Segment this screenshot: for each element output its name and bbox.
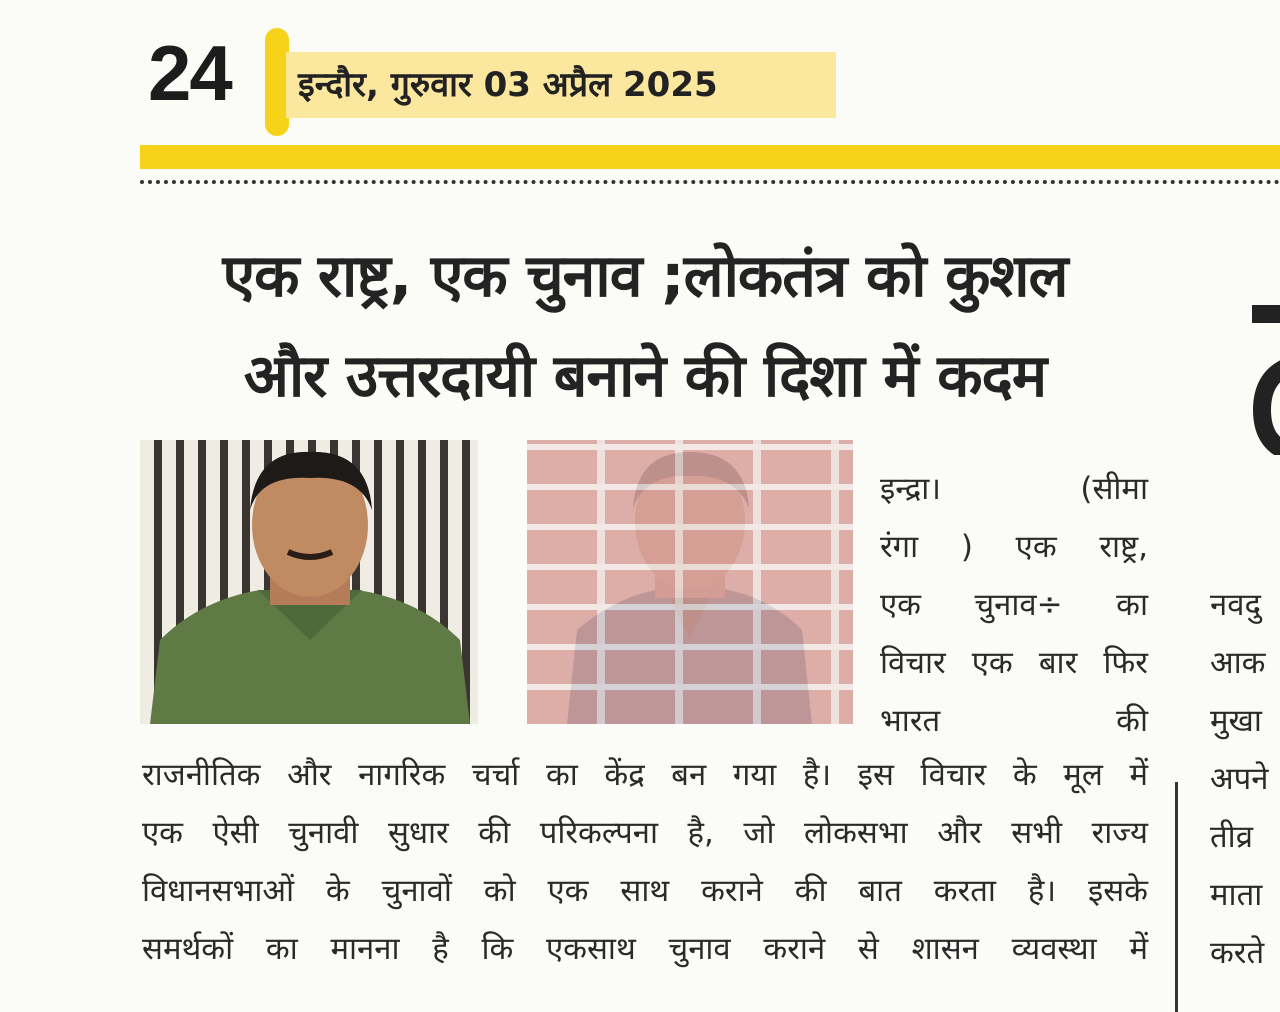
body-line: एक ऐसी चुनावी सुधार की परिकल्पना है, जो लोकसभा और सभी राज्य <box>142 815 1148 851</box>
adjacent-headline-glyph <box>1252 305 1280 455</box>
yellow-header-bar <box>140 145 1280 169</box>
adjacent-line: करते <box>1210 935 1265 971</box>
byline-line: एक चुनाव÷ का <box>880 587 1148 623</box>
byline-line: इन्द्रा। (सीमा <box>880 471 1148 507</box>
dotted-divider <box>140 180 1280 184</box>
adjacent-line: तीव्र <box>1210 819 1253 855</box>
byline-line: रंगा ) एक राष्ट्र, <box>880 529 1148 565</box>
byline-line: विचार एक बार फिर <box>880 645 1148 681</box>
dateline: इन्दौर, गुरुवार 03 अप्रैल 2025 <box>298 65 718 105</box>
article-body <box>142 746 1148 978</box>
body-line: विधानसभाओं के चुनावों को एक साथ कराने की बात करता है। इसके <box>142 873 1148 909</box>
adjacent-line: नवदु <box>1210 587 1261 623</box>
photo-person-green-kurta <box>140 440 478 724</box>
headline-line-2: और उत्तरदायी बनाने की दिशा में कदम <box>243 341 1047 410</box>
byline-column <box>880 460 1148 750</box>
byline-line: भारत की <box>880 703 1148 739</box>
page-number: 24 <box>148 29 231 117</box>
photo-person-blue-jacket <box>527 440 853 724</box>
headline <box>140 226 1150 426</box>
adjacent-line: मुखा <box>1210 703 1262 739</box>
adjacent-line: माता <box>1210 877 1263 913</box>
adjacent-line: आक <box>1210 645 1266 681</box>
body-line: राजनीतिक और नागरिक चर्चा का केंद्र बन गया है। इस विचार के मूल में <box>142 757 1148 793</box>
body-line: समर्थकों का मानना है कि एकसाथ चुनाव कराने से शासन व्यवस्था में <box>142 931 1148 967</box>
adjacent-line: अपने <box>1210 761 1269 797</box>
column-rule <box>1175 782 1178 1012</box>
adjacent-article-column <box>1210 576 1280 982</box>
headline-line-1: एक राष्ट्र, एक चुनाव ;लोकतंत्र को कुशल <box>222 241 1068 310</box>
